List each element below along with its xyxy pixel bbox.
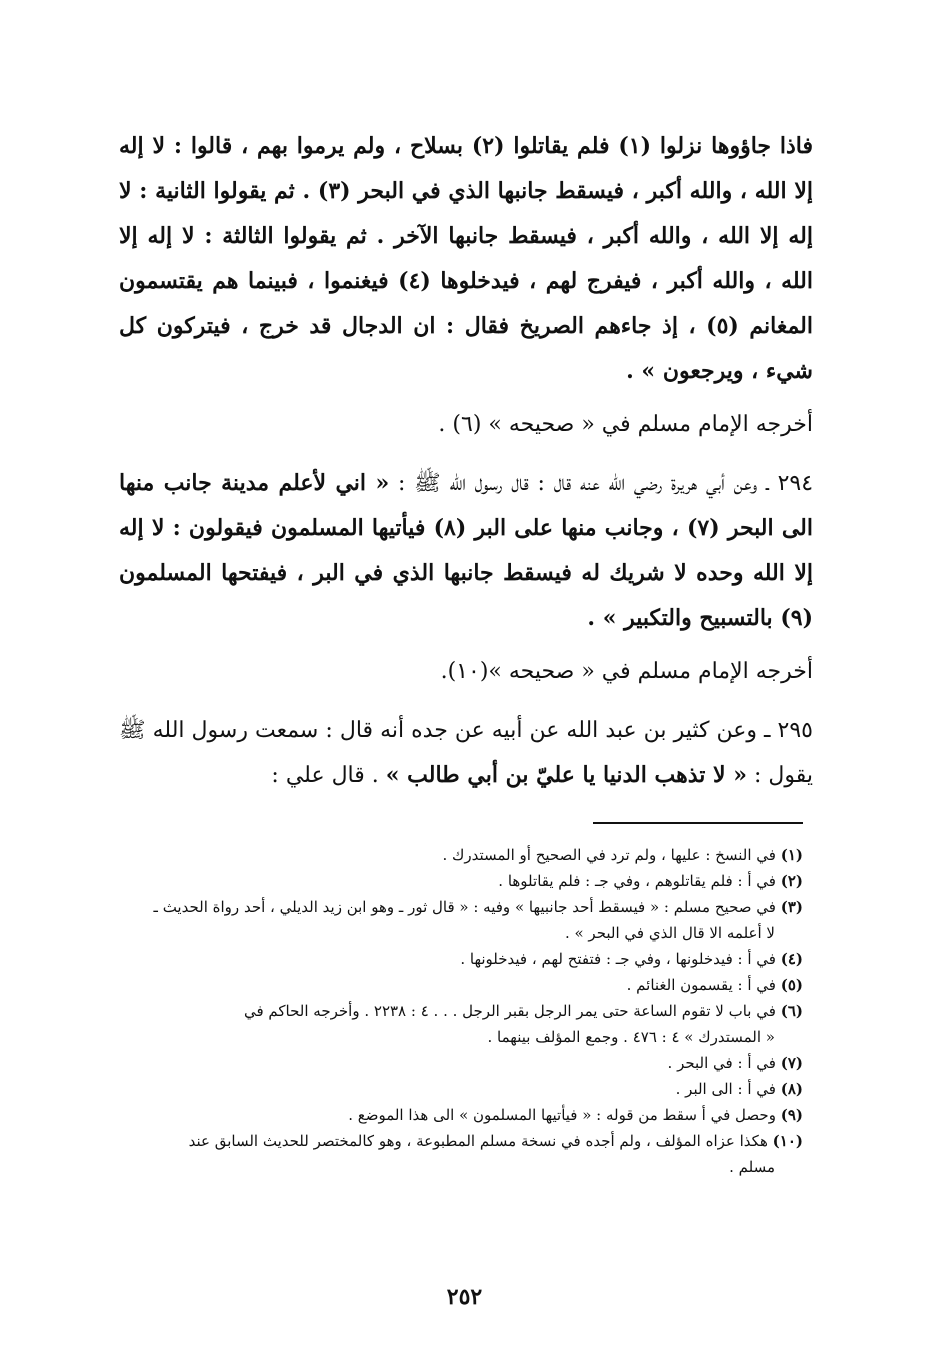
footnote-7: (٧) في أ : في البحر . <box>667 1054 803 1072</box>
footnote-1: (١) في النسخ : عليها ، ولم ترد في الصحيح أو المستدرك . <box>442 846 803 864</box>
footnote-8: (٨) في أ : الى البر . <box>675 1080 803 1098</box>
footnote-3: (٣) في صحيح مسلم : « فيسقط أحد جانبيها » وفيه : « قال ثور ـ وهو ابن زيد الديلي ، أحد رواة الحديث ـ <box>153 898 803 916</box>
footnote-4: (٤) في أ : فيدخلونها ، وفي جـ : فتفتح لهم ، فيدخلونها . <box>460 950 803 968</box>
footnote-10-continuation: مسلم . <box>729 1158 775 1176</box>
paragraph-hadith-294 <box>119 461 813 641</box>
hadith-295-tail: . قال علي : <box>271 763 379 788</box>
footnote-6: (٦) في باب لا تقوم الساعة حتى يمر الرجل بقبر الرجل . . . ٤ : ٢٢٣٨ . وأخرجه الحاكم في <box>243 1002 803 1020</box>
footnote-9: (٩) وحصل في أ سقط من قوله : « فيأتيها المسلمون » الى هذا الموضع . <box>348 1106 803 1124</box>
footnote-separator <box>593 822 803 824</box>
source-citation-2: أخرجه الإمام مسلم في « صحيحه »(١٠). <box>440 659 813 684</box>
page-number: ٢٥٢ <box>446 1284 483 1310</box>
paragraph-hadith-293-continuation: فاذا جاؤوها نزلوا (١) فلم يقاتلوا (٢) بسلاح ، ولم يرموا بهم ، قالوا : لا إله إلا الله ، والله أكبر ، فيسقط جانبها الذي في البحر (٣) . ثم يقولوا الثانية : لا إله إلا الله ، والله أكبر ، فيسقط جانبها الآخر . ثم يقولوا الثالثة : لا إله إلا الله ، والله أكبر ، فيفرج لهم ، فيدخلوها (٤) فيغنموا ، فبينما هم يقتسمون المغانم (٥) ، إذ جاءهم الصريخ فقال : ان الدجال قد خرج ، فيتركون كل شيء ، ويرجعون » . <box>119 133 813 384</box>
footnote-6-continuation: « المستدرك » ٤ : ٤٧٦ . وجمع المؤلف بينهما . <box>487 1028 775 1046</box>
footnote-2: (٢) في أ : فلم يقاتلوهم ، وفي جـ : فلم يقاتلوها . <box>498 872 803 890</box>
paragraph-hadith-295 <box>119 708 813 798</box>
hadith-294-text: « اني لأعلم مدينة جانب منها الى البحر (٧) ، وجانب منها على البر (٨) فيأتيها المسلمون فيقولون : لا إله إلا الله وحده لا شريك له فيسقط جانبها الذي في البر ، فيفتحها المسلمون (٩) بالتسبيح والتكبير » . <box>119 470 813 631</box>
footnote-10: (١٠) هكذا عزاه المؤلف ، ولم أجده في نسخة مسلم المطبوعة ، وهو كالمختصر للحديث السابق عند <box>188 1132 803 1150</box>
footnote-5: (٥) في أ : يقسمون الغنائم . <box>626 976 803 994</box>
footnotes <box>123 842 803 1180</box>
source-citation-1: أخرجه الإمام مسلم في « صحيحه » (٦) . <box>438 412 813 437</box>
hadith-294-intro: ٢٩٤ ـ وعن أبي هريرة رضي الله عنه قال : قال رسول الله ﷺ : <box>397 471 814 496</box>
main-text <box>119 124 813 798</box>
footnote-3-continuation: لا أعلمه الا قال الذي في البحر » . <box>564 924 775 942</box>
hadith-295-intro: ٢٩٥ ـ وعن كثير بن عبد الله عن أبيه عن جده أنه قال : سمعت رسول الله ﷺ يقول : <box>119 718 813 788</box>
hadith-295-quote: « لا تذهب الدنيا يا عليّ بن أبي طالب » <box>385 762 747 788</box>
